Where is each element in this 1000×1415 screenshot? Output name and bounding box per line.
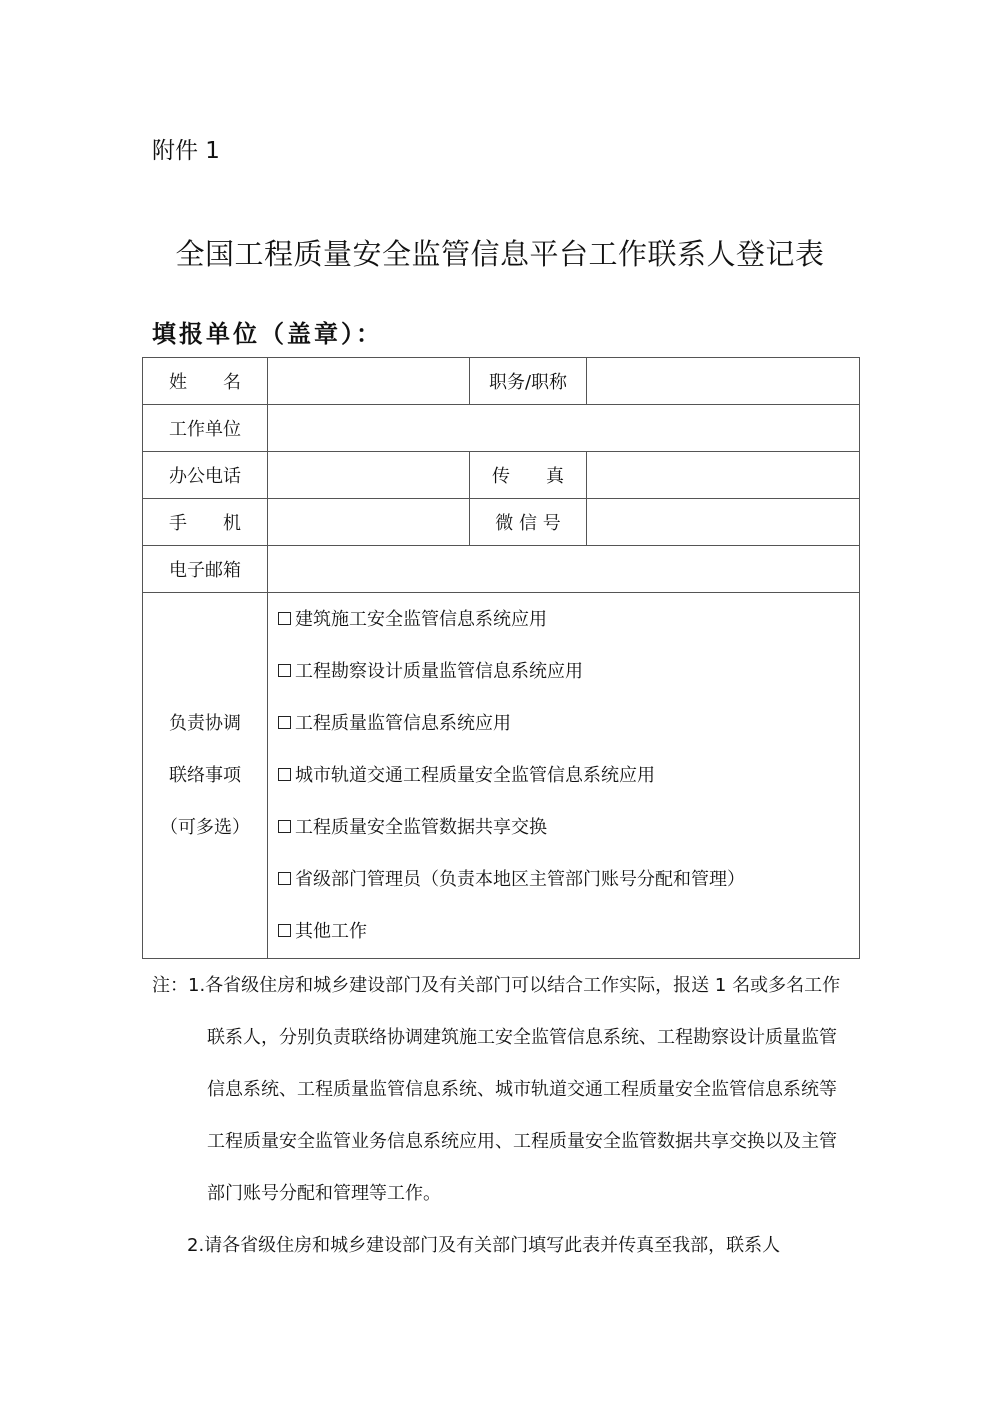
duty-options [268,593,860,959]
duty-option-label: 工程勘察设计质量监管信息系统应用 [295,661,583,682]
checkbox[interactable] [278,820,291,833]
duty-option [278,750,859,802]
workplace-field[interactable] [268,405,860,452]
table-row [143,546,860,593]
attachment-label: 附件 1 [152,138,220,164]
duty-option-label: 工程质量监管信息系统应用 [295,713,511,734]
wechat-field[interactable] [587,499,860,546]
note-2: 2.请各省级住房和城乡建设部门及有关部门填写此表并传真至我部，联系人 [187,1235,781,1256]
registration-form-table [142,357,860,959]
mobile-label: 手 机 [143,499,268,546]
fax-label: 传 真 [470,452,587,499]
duty-option-label: 其他工作 [295,921,367,942]
duty-option [278,646,859,698]
note-1: 注：1.各省级住房和城乡建设部门及有关部门可以结合工作实际，报送 1 名或多名工作联系人，分别负责联络协调建筑施工安全监管信息系统、工程勘察设计质量监管信息系统、工程质量监管信息系统、城市轨道交通工程质量安全监管信息系统等工程质量安全监管业务信息系统应用、工程质量安全监管数据共享交换以及主管部门账号分配和管理等工作。 [152,975,841,1204]
checkbox[interactable] [278,768,291,781]
duty-option [278,854,859,906]
notes [152,960,852,1272]
table-row [143,593,860,959]
checkbox[interactable] [278,924,291,937]
checkbox[interactable] [278,872,291,885]
office-phone-label: 办公电话 [143,452,268,499]
mobile-field[interactable] [268,499,470,546]
duty-option-label: 工程质量安全监管数据共享交换 [295,817,547,838]
duty-option [278,594,859,646]
name-field[interactable] [268,358,470,405]
position-field[interactable] [587,358,860,405]
fax-field[interactable] [587,452,860,499]
duty-option-label: 省级部门管理员（负责本地区主管部门账号分配和管理） [295,869,745,890]
checkbox[interactable] [278,716,291,729]
filling-unit-label: 填报单位（盖章）： [152,320,383,348]
office-phone-field[interactable] [268,452,470,499]
duty-option-label: 建筑施工安全监管信息系统应用 [295,609,547,630]
workplace-label: 工作单位 [143,405,268,452]
wechat-label: 微 信 号 [470,499,587,546]
duty-option [278,802,859,854]
table-row [143,405,860,452]
table-row [143,452,860,499]
table-row [143,499,860,546]
duty-label [143,593,268,959]
email-field[interactable] [268,546,860,593]
name-label: 姓 名 [143,358,268,405]
duty-label-line: （可多选） [160,816,250,838]
checkbox[interactable] [278,612,291,625]
duty-option [278,906,859,958]
duty-option [278,698,859,750]
page-title: 全国工程质量安全监管信息平台工作联系人登记表 [175,237,825,271]
duty-label-line: 负责协调 [169,712,241,734]
email-label: 电子邮箱 [143,546,268,593]
position-label: 职务/职称 [470,358,587,405]
duty-label-line: 联络事项 [169,764,241,786]
duty-option-label: 城市轨道交通工程质量安全监管信息系统应用 [295,765,655,786]
checkbox[interactable] [278,664,291,677]
table-row [143,358,860,405]
